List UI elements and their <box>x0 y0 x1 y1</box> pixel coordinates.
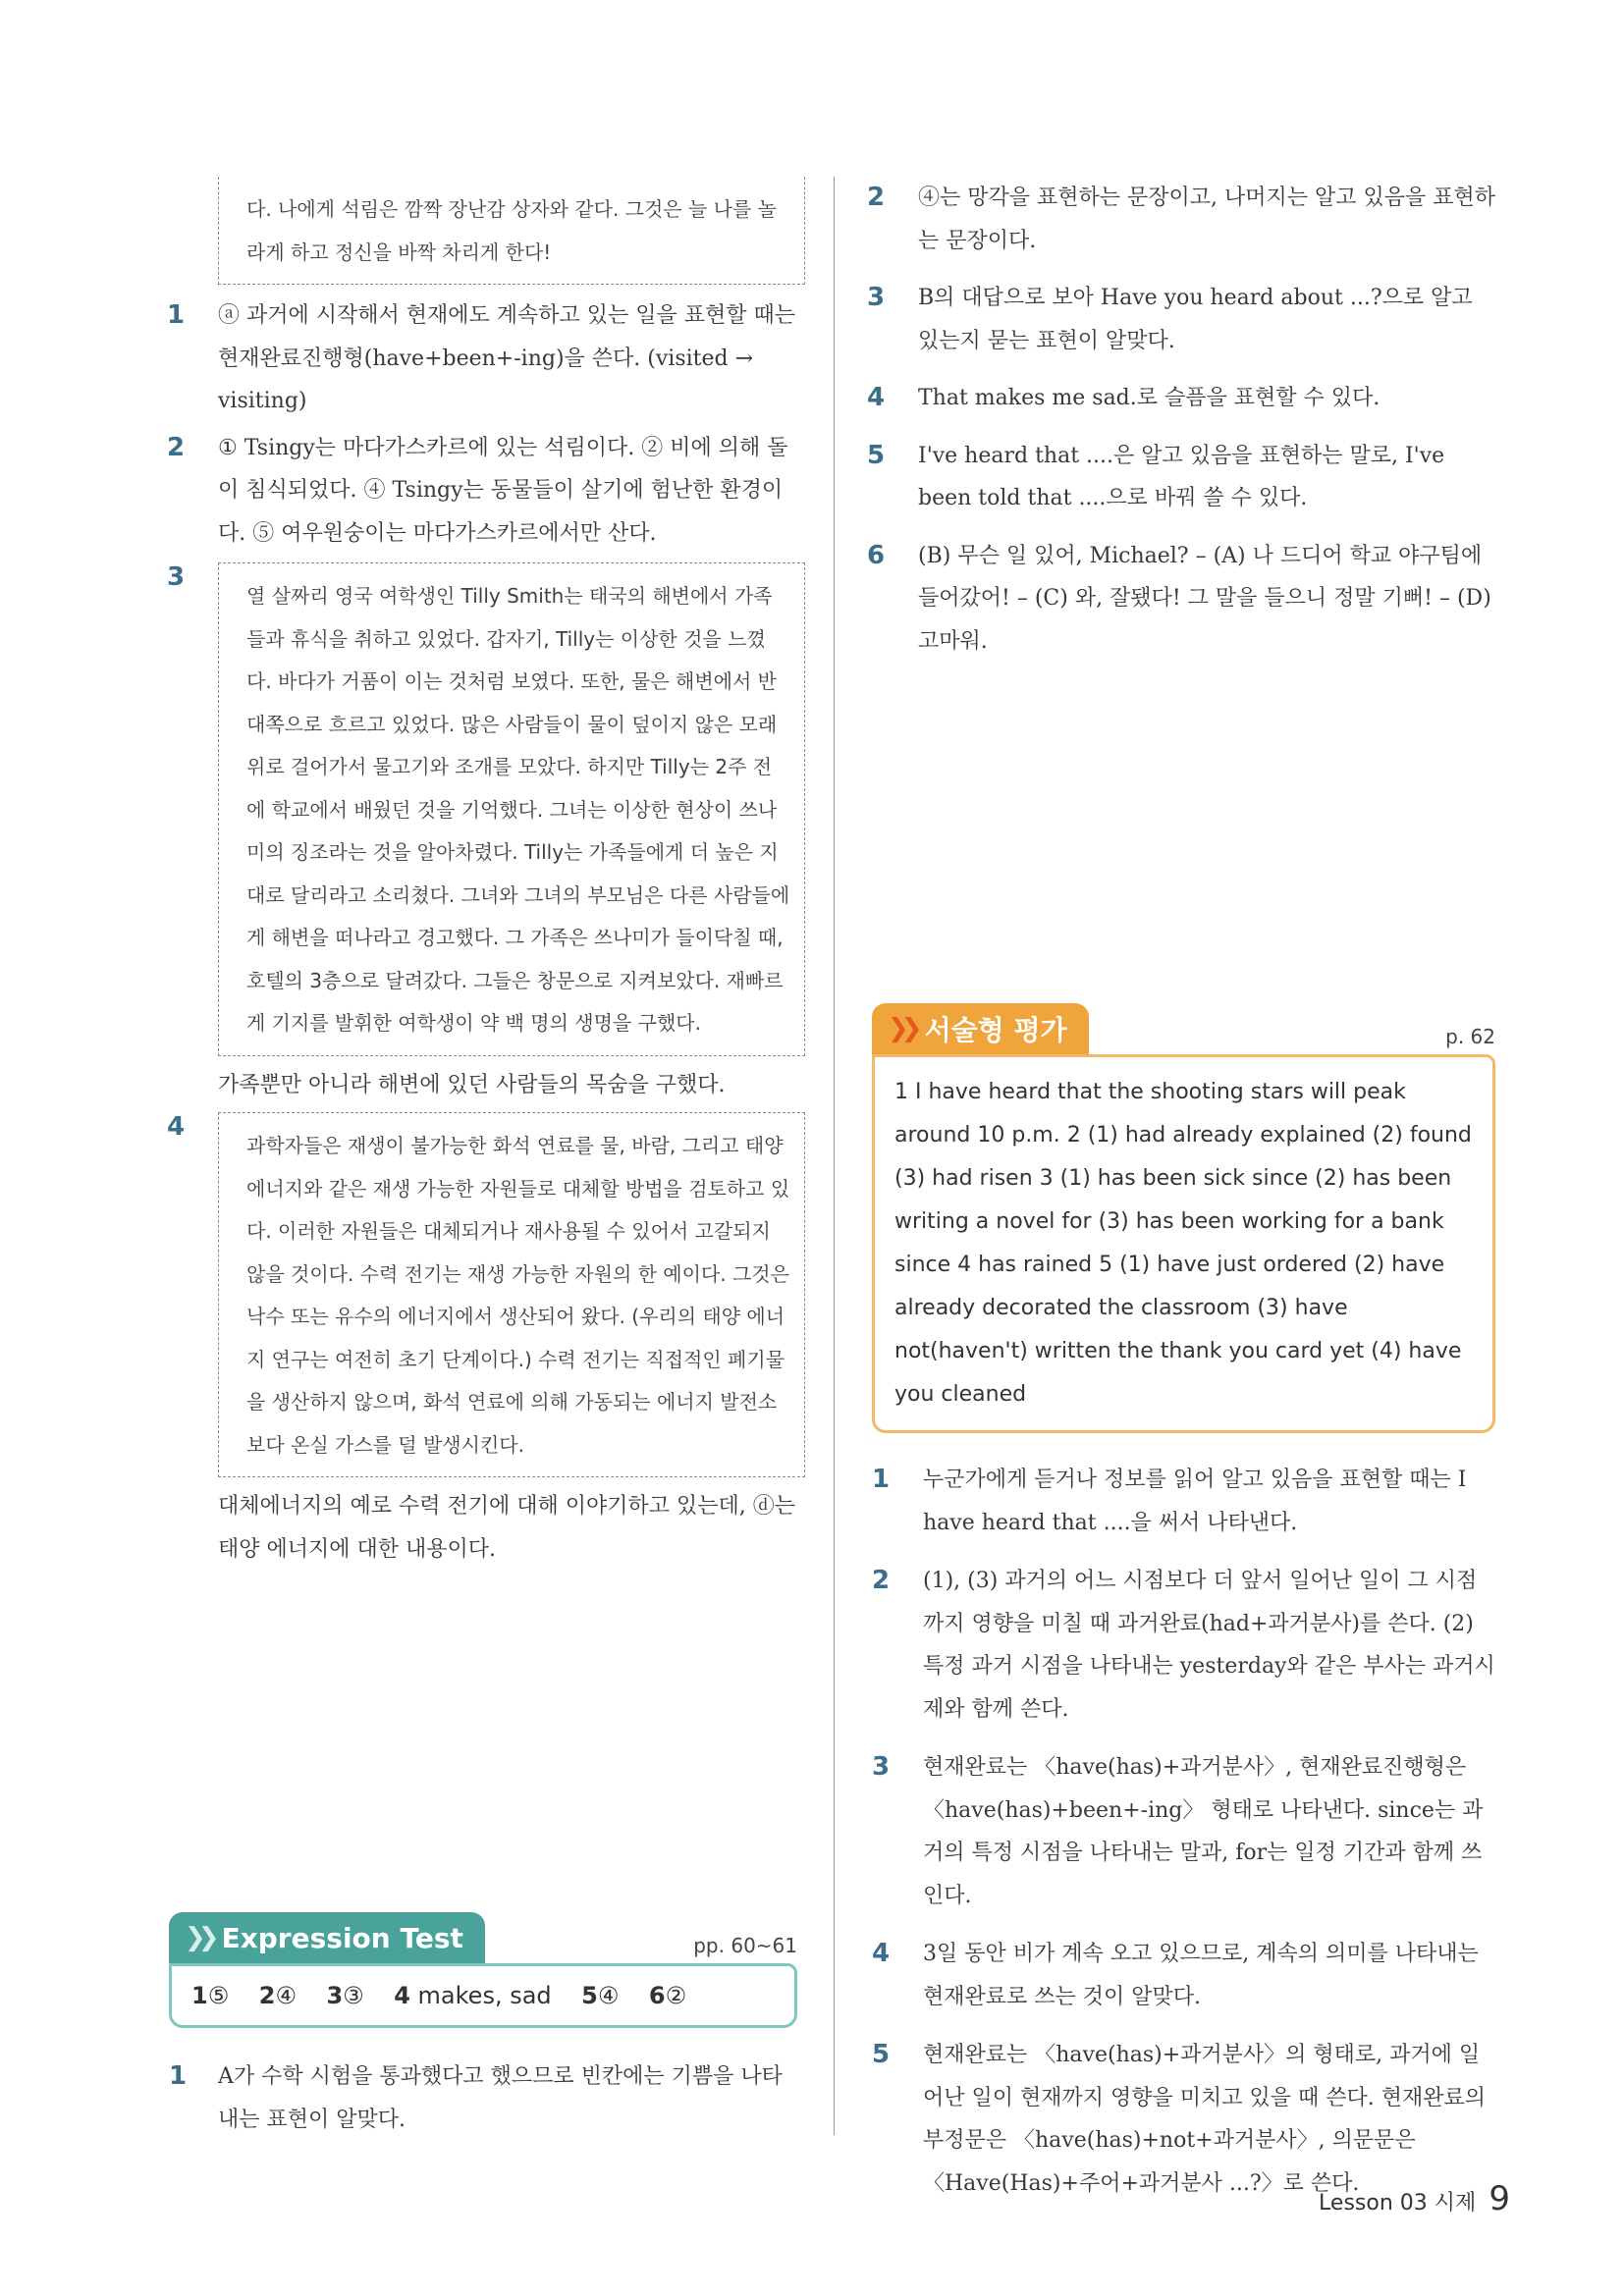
answer-text: A가 수학 시험을 통과했다고 했으므로 빈칸에는 기쁨을 나타내는 표현이 알맞다. <box>218 2064 783 2132</box>
expression-test-header <box>169 1912 797 1963</box>
answer-text: (B) 무슨 일 있어, Michael? – (A) 나 드디어 학교 야구팀에 들어갔어! – (C) 와, 잘됐다! 그 말을 들으니 정말 기뻐! – (D) 고마워. <box>918 543 1491 654</box>
writing-explanation-3 <box>872 1746 1495 1917</box>
answer-text: I've heard that ....은 알고 있음을 표현하는 말로, I've been told that ....으로 바꿔 쓸 수 있다. <box>918 443 1445 510</box>
answer-number: 5 <box>867 440 886 470</box>
answer-text: 가족뿐만 아니라 해변에 있던 사람들의 목숨을 구했다. <box>218 1072 726 1097</box>
writing-evaluation-tab <box>872 1003 1089 1054</box>
column-divider <box>834 177 835 2135</box>
expression-explanation-4 <box>867 377 1495 420</box>
double-chevron-icon: ❯❯ <box>185 1923 212 1952</box>
section-title: 서술형 평가 <box>924 1014 1067 1046</box>
page-footer <box>1319 2179 1510 2218</box>
answer-text: 3일 동안 비가 계속 오고 있으므로, 계속의 의미를 나타내는 현재완료로 쓰는 것이 알맞다. <box>923 1942 1479 2009</box>
answer-number: 4 <box>867 383 886 412</box>
writing-explanation-4 <box>872 1933 1495 2018</box>
answer-text: That makes me sad.로 슬픔을 표현할 수 있다. <box>918 386 1380 410</box>
page-reference: pp. 60~61 <box>693 1934 797 1957</box>
answer-text: (1), (3) 과거의 어느 시점보다 더 앞서 일어난 일이 그 시점까지 영향을 미칠 때 과거완료(had+과거분사)를 쓴다. (2) 특정 과거 시점을 나타내는 yesterday와 같은 부사는 과거시제와 함께 쓴다. <box>923 1569 1495 1722</box>
expression-test-answers <box>169 1963 797 2028</box>
answer-key-text: 1 I have heard that the shooting stars will peak around 10 p.m. 2 (1) had already explained (2) found (3) had risen 3 (1) has been sick since (2) has been writing a novel for (3) has been working for a bank since 4 has rained 5 (1) have just ordered (2) have already decorated the classroom (3) have not(haven't) written the thank you card yet (4) have you cleaned <box>894 1080 1472 1407</box>
lesson-label: Lesson 03 시제 <box>1319 2191 1477 2216</box>
answer-number: 6 <box>867 540 886 570</box>
page-reference: p. 62 <box>1445 1025 1495 1048</box>
expression-explanation-6 <box>867 535 1495 664</box>
passage-translation-text: 과학자들은 재생이 불가능한 화석 연료를 물, 바람, 그리고 태양 에너지와 같은 재생 가능한 자원들로 대체할 방법을 검토하고 있다. 이러한 자원들은 대체되거나 재사용될 수 있어서 고갈되지 않을 것이다. 수력 전기는 재생 가능한 자원의 한 예이다. 그것은 낙수 또는 유수의 에너지에서 생산되어 왔다. (우리의 태양 에너지 연구는 여전히 초기 단계이다.) 수력 전기는 직접적인 폐기물을 생산하지 않으며, 화석 연료에 의해 가동되는 에너지 발전소보다 온실 가스를 덜 발생시킨다. <box>246 1134 790 1457</box>
passage-translation-text: 열 살짜리 영국 여학생인 Tilly Smith는 태국의 해변에서 가족들과 휴식을 취하고 있었다. 갑자기, Tilly는 이상한 것을 느꼈다. 바다가 거품이 이는 것처럼 보였다. 또한, 물은 해변에서 반대쪽으로 흐르고 있었다. 많은 사람들이 물이 덮이지 않은 모래 위로 걸어가서 물고기와 조개를 모았다. 하지만 Tilly는 2주 전에 학교에서 배웠던 것을 기억했다. 그녀는 이상한 현상이 쓰나미의 징조라는 것을 알아차렸다. Tilly는 가족들에게 더 높은 지대로 달리라고 소리쳤다. 그녀와 그녀의 부모님은 다른 사람들에게 해변을 떠나라고 경고했다. 그 가족은 쓰나미가 들이닥칠 때, 호텔의 3층으로 달려갔다. 그들은 창문으로 지켜보았다. 재빠르게 기지를 발휘한 여학생이 약 백 명의 생명을 구했다. <box>246 584 790 1035</box>
writing-evaluation-section <box>872 1003 1495 2205</box>
answer-item: 3③ <box>326 1982 364 2009</box>
answer-number: 3 <box>167 562 186 592</box>
answer-number: 4 <box>872 1939 891 1968</box>
section-title: Expression Test <box>221 1921 463 1954</box>
continued-translation-box <box>218 177 805 285</box>
answer-text: ⓐ 과거에 시작해서 현재에도 계속하고 있는 일을 표현할 때는 현재완료진행형(have+been+-ing)을 쓴다. (visited → visiting) <box>218 303 795 413</box>
passage-translation-box <box>218 1112 805 1477</box>
expression-explanation-3 <box>867 277 1495 362</box>
answer-text: 현재완료는 〈have(has)+과거분사〉, 현재완료진행형은 〈have(has)+been+-ing〉 형태로 나타낸다. since는 과거의 특정 시점을 나타내는 말과, for는 일정 기간과 함께 쓰인다. <box>923 1755 1484 1908</box>
answer-1 <box>167 294 805 423</box>
answer-text: 현재완료는 〈have(has)+과거분사〉의 형태로, 과거에 일어난 일이 현재까지 영향을 미치고 있을 때 쓴다. 현재완료의 부정문은 〈have(has)+not+과거분사〉, 의문문은 〈Have(Has)+주어+과거분사 ...?〉로 쓴다. <box>923 2043 1486 2196</box>
passage-translation-box <box>218 562 805 1056</box>
answer-number: 2 <box>872 1566 891 1595</box>
answer-2 <box>167 427 805 556</box>
answer-number: 3 <box>872 1752 891 1782</box>
writing-explanation-1 <box>872 1459 1495 1544</box>
expression-explanation-2 <box>867 177 1495 262</box>
answer-item: 1⑤ <box>191 1982 230 2009</box>
answer-text: ④는 망각을 표현하는 문장이고, 나머지는 알고 있음을 표현하는 문장이다. <box>918 186 1495 253</box>
expression-test-section <box>169 1912 797 2141</box>
left-column <box>167 177 805 1571</box>
double-chevron-icon: ❯❯ <box>888 1014 915 1043</box>
writing-evaluation-header <box>872 1003 1495 1054</box>
answer-number: 1 <box>167 300 186 330</box>
answer-number: 2 <box>167 432 186 462</box>
continued-translation-text: 다. 나에게 석림은 깜짝 장난감 상자와 같다. 그것은 늘 나를 놀라게 하고 정신을 바짝 차리게 한다! <box>246 197 777 264</box>
answer-number: 5 <box>872 2040 891 2069</box>
answer-item: 6② <box>648 1982 687 2009</box>
answer-item: 5④ <box>581 1982 620 2009</box>
expression-test-tab <box>169 1912 485 1963</box>
answer-text: 대체에너지의 예로 수력 전기에 대해 이야기하고 있는데, ⓓ는 태양 에너지에 대한 내용이다. <box>218 1494 795 1562</box>
expression-test-explanation-1 <box>169 2056 797 2141</box>
expression-explanation-5 <box>867 435 1495 520</box>
answer-text: 누군가에게 듣거나 정보를 읽어 알고 있음을 표현할 때는 I have heard that ....을 써서 나타낸다. <box>923 1468 1467 1535</box>
answer-item: 4 makes, sad <box>394 1982 552 2009</box>
answer-number: 1 <box>169 2061 188 2091</box>
writing-evaluation-answers <box>872 1054 1495 1433</box>
answer-number: 3 <box>867 283 886 312</box>
answer-text: ① Tsingy는 마다가스카르에 있는 석림이다. ② 비에 의해 돌이 침식되었다. ④ Tsingy는 동물들이 살기에 험난한 환경이다. ⑤ 여우원숭이는 마다가스카르에서만 산다. <box>218 435 788 546</box>
answer-number: 1 <box>872 1465 891 1494</box>
page-number: 9 <box>1489 2179 1510 2218</box>
answer-3-explanation <box>218 1064 805 1107</box>
right-column <box>867 177 1495 663</box>
answer-item: 2④ <box>258 1982 297 2009</box>
answer-number: 2 <box>867 183 886 212</box>
answer-4-explanation <box>218 1485 805 1571</box>
answer-number: 4 <box>167 1112 186 1142</box>
answer-text: B의 대답으로 보아 Have you heard about ...?으로 알고 있는지 묻는 표현이 알맞다. <box>918 286 1473 353</box>
writing-evaluation-explanations <box>872 1459 1495 2205</box>
writing-explanation-2 <box>872 1560 1495 1731</box>
